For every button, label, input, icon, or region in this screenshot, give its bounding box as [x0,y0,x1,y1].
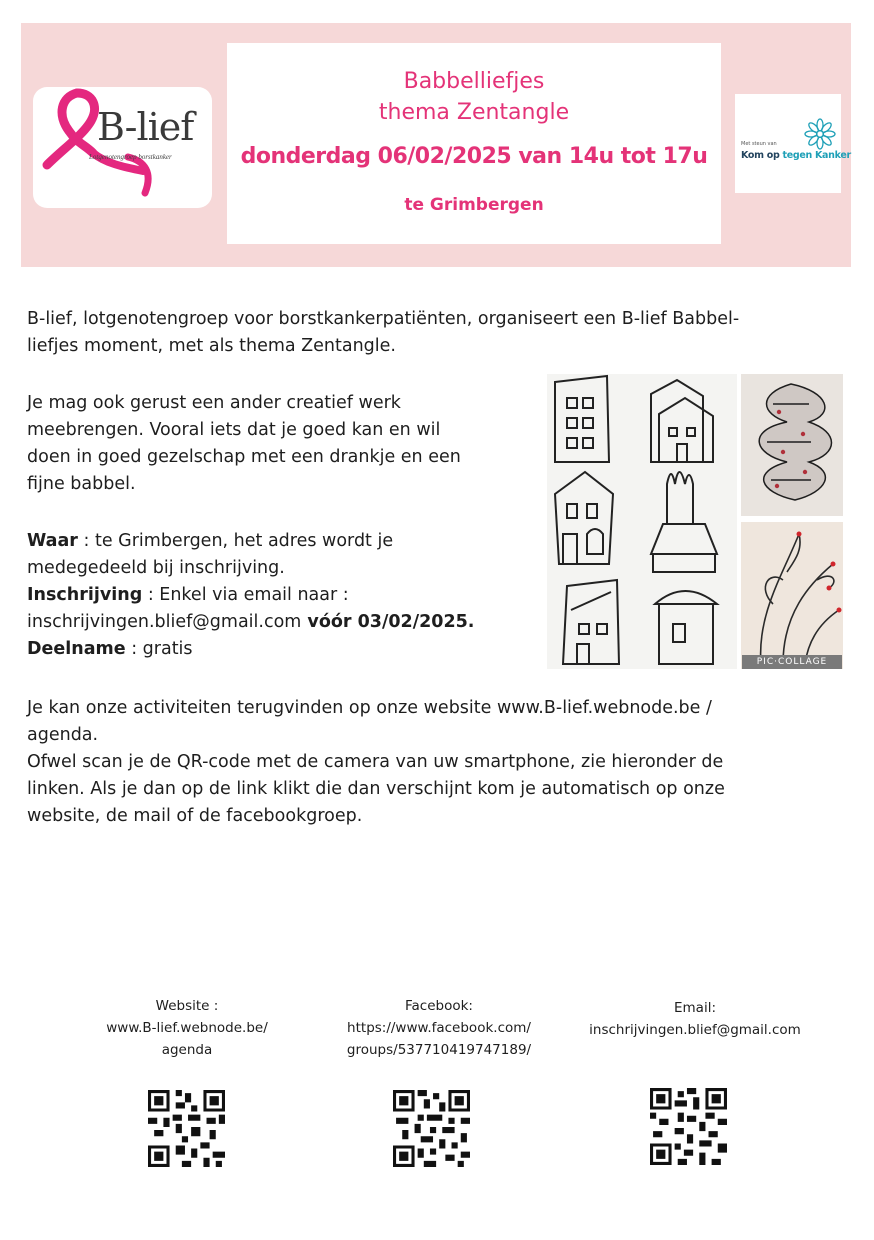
daisy-icon [804,118,836,150]
intro-line: liefjes moment, met als thema Zentangle. [27,336,396,356]
waar-label: Waar [27,531,78,551]
intro-line: B-lief, lotgenotengroep voor borstkankerpatiënten, organiseert een B-lief Babbel- [27,309,740,329]
website-info-line: website, de mail of de facebookgroep. [27,806,363,826]
inschrijving-line [27,582,532,609]
event-location: te Grimbergen [404,195,544,215]
logo-small-text: Met steun van [741,141,777,147]
inschrijving-label: Inschrijving [27,585,143,605]
event-title: Babbelliefjes [403,69,545,94]
intro-paragraph [27,306,842,360]
kom-op-tegen-kanker-logo [735,94,851,193]
collage-label: PIC·COLLAGE [742,655,842,669]
email-link-column [565,997,825,1041]
waar-line [27,528,532,555]
invite-line: Je mag ook gerust een ander creatief werk [27,393,401,413]
zentangle-collage-image [547,374,843,669]
qr-code-icon[interactable] [650,1088,727,1165]
qr-code-icon[interactable] [148,1090,225,1167]
logo-brand-text [741,150,851,161]
title-box [227,43,721,244]
details-block [27,528,532,663]
website-info-line: Ofwel scan je de QR-code met de camera van uw smartphone, zie hieronder de [27,752,724,772]
website-info-line: agenda. [27,725,99,745]
inschrijving-text: : Enkel via email naar : [142,585,349,605]
website-info-line: linken. Als je dan op de link klikt die dan verschijnt kom je automatisch op onze [27,779,725,799]
collage-drawings [547,374,843,669]
invite-paragraph [27,390,527,498]
blief-subline: Lotgenotengroep borstkanker [89,153,172,161]
website-info-paragraph [27,695,842,830]
invite-line: meebrengen. Vooral iets dat je goed kan en wil [27,420,441,440]
email-address[interactable]: inschrijvingen.blief@gmail.com [589,1022,801,1038]
qr-code-icon[interactable] [393,1090,470,1167]
deadline: vóór 03/02/2025. [301,612,475,632]
brand-part1: Kom op [741,150,783,161]
event-theme: thema Zentangle [378,100,570,125]
website-url-cont[interactable]: agenda [161,1042,213,1058]
blief-logo [33,87,212,208]
blief-wordmark: B-lief [97,105,194,149]
waar-line-2: medegedeeld bij inschrijving. [27,558,285,578]
deelname-line [27,636,532,663]
facebook-label: Facebook: [405,998,473,1014]
brand-part2: tegen Kanker [782,150,851,161]
website-link-column [57,995,317,1061]
website-label: Website : [155,998,219,1014]
facebook-url[interactable]: https://www.facebook.com/ [347,1020,531,1036]
facebook-link-column [309,995,569,1061]
event-date: donderdag 06/02/2025 van 14u tot 17u [240,144,708,169]
deelname-label: Deelname [27,639,126,659]
website-info-line: Je kan onze activiteiten terugvinden op onze website www.B-lief.webnode.be / [27,698,712,718]
email-line [27,609,532,636]
invite-line: doen in goed gezelschap met een drankje en een [27,447,461,467]
deelname-text: : gratis [125,639,193,659]
waar-text: : te Grimbergen, het adres wordt je [77,531,394,551]
website-url[interactable]: www.B-lief.webnode.be/ [106,1020,268,1036]
invite-line: fijne babbel. [27,474,136,494]
email-label: Email: [673,1000,716,1016]
facebook-url-cont[interactable]: groups/537710419747189/ [346,1042,532,1058]
registration-email: inschrijvingen.blief@gmail.com [27,612,302,632]
